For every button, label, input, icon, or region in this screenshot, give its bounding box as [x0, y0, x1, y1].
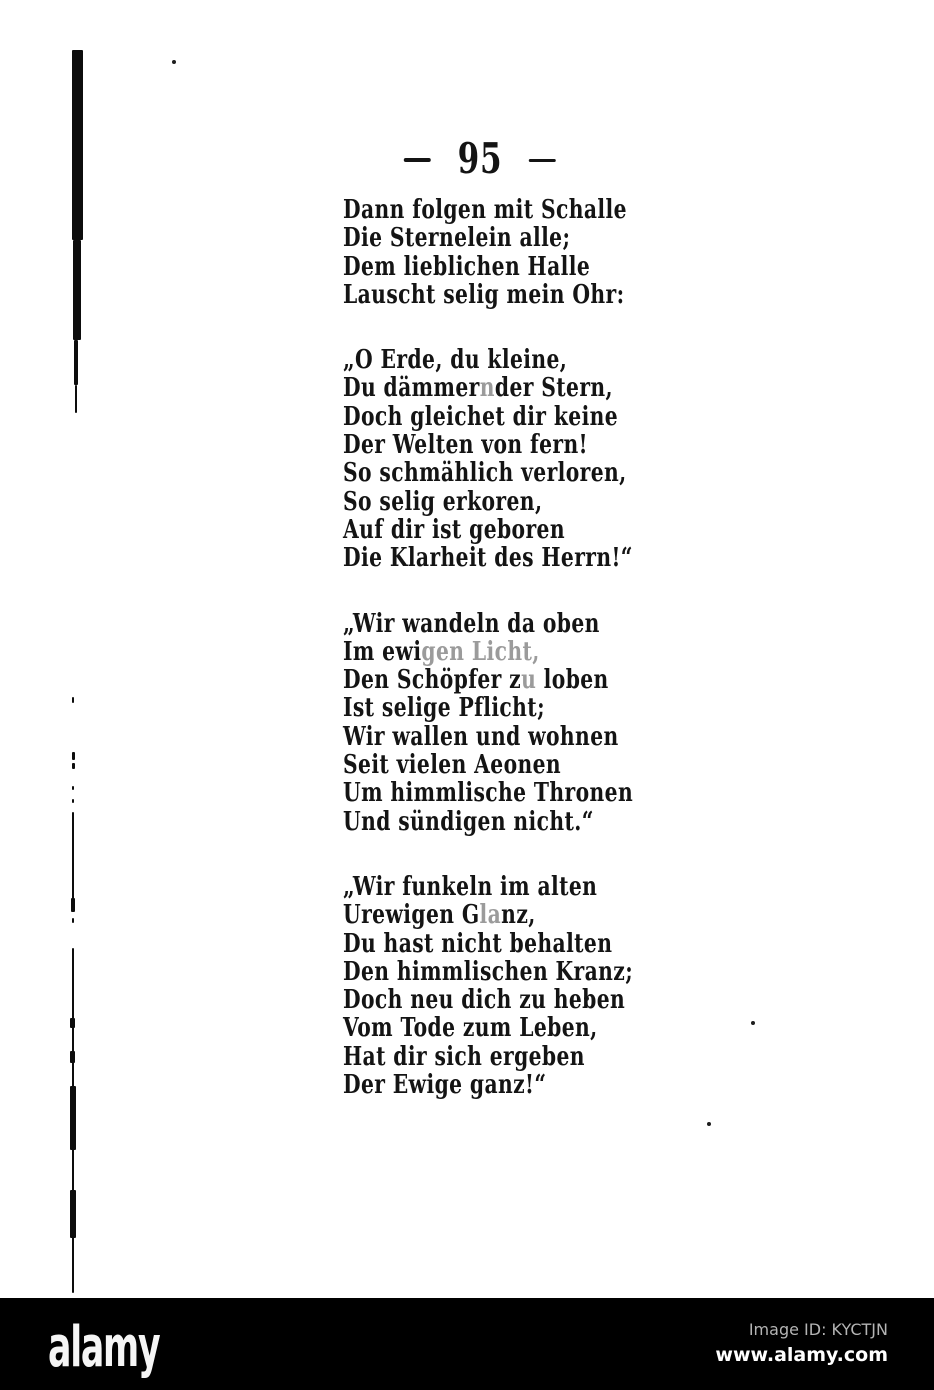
faded-print-segment: n [479, 373, 495, 404]
print-segment: nz, [501, 900, 536, 931]
print-segment: „O Erde, du kleine, [343, 345, 568, 376]
print-segment: Der Welten von fern! [343, 430, 588, 461]
poem-line [343, 901, 633, 929]
print-segment: Auf dir ist geboren [343, 514, 565, 545]
print-segment: Um himmlische Thronen [343, 778, 634, 809]
poem-line [343, 403, 633, 431]
print-segment: Doch gleichet dir keine [343, 401, 619, 432]
gutter-segment [72, 752, 75, 760]
poem-line [343, 374, 633, 402]
gutter-segment [72, 918, 74, 923]
scan-speck [707, 1122, 711, 1126]
poem-line [343, 459, 633, 487]
poem-stanza [343, 346, 633, 572]
poem-line [343, 1043, 633, 1071]
print-segment: Den himmlischen Kranz; [343, 956, 634, 987]
scan-speck [172, 60, 176, 64]
gutter-segment [70, 1190, 76, 1238]
gutter-segment [71, 898, 75, 912]
alamy-url-text: www.alamy.com [715, 1344, 888, 1366]
scan-speck [751, 1021, 755, 1025]
poem-line [343, 723, 633, 751]
poem-stanza [343, 873, 633, 1099]
alamy-logo: alamy [48, 1315, 160, 1380]
print-segment: Der Ewige ganz!“ [343, 1070, 547, 1101]
print-segment: loben [536, 665, 609, 696]
print-segment: der Stern, [494, 373, 614, 404]
print-segment: Vom Tode zum Leben, [343, 1013, 598, 1044]
poem-line [343, 431, 633, 459]
print-segment: Seit vielen Aeonen [343, 750, 562, 781]
print-segment: Doch neu dich zu heben [343, 985, 626, 1016]
gutter-segment [73, 240, 81, 340]
poem-line [343, 196, 633, 224]
gutter-segment [70, 1051, 75, 1063]
print-segment: Die Klarheit des Herrn!“ [343, 543, 633, 574]
poem-line [343, 610, 633, 638]
print-segment: Dann folgen mit Schalle [343, 195, 627, 225]
print-segment: So schmählich verloren, [343, 458, 627, 489]
page-header [404, 134, 556, 183]
gutter-segment [74, 340, 78, 385]
gutter-segment [70, 1086, 76, 1150]
poem-line [343, 346, 633, 374]
gutter-segment [72, 50, 83, 240]
page-number-dash-left [404, 158, 431, 162]
poem-line [343, 751, 633, 779]
gutter-segment [72, 799, 74, 803]
print-segment: So selig erkoren, [343, 486, 543, 517]
poem-stanza [343, 610, 633, 836]
print-segment: Im ewi [343, 636, 422, 667]
poem-text [343, 196, 633, 1099]
poem-line [343, 516, 633, 544]
gutter-segment [70, 1018, 75, 1028]
print-segment: Urewigen G [343, 900, 480, 931]
poem-line [343, 666, 633, 694]
poem-line [343, 958, 633, 986]
print-segment: Hat dir sich ergeben [343, 1041, 585, 1072]
poem-line [343, 544, 633, 572]
gutter-segment [75, 385, 77, 413]
print-segment: Den Schöpfer z [343, 665, 522, 696]
print-segment: „Wir funkeln im alten [343, 871, 598, 902]
print-segment: Die Sternelein alle; [343, 223, 571, 254]
poem-line [343, 281, 633, 309]
poem-line [343, 694, 633, 722]
page-number: 95 [457, 134, 503, 183]
faded-print-segment: gen Licht, [421, 636, 540, 667]
image-id-text: Image ID: KYCTJN [748, 1320, 888, 1339]
gutter-segment [72, 697, 74, 703]
poem-line [343, 930, 633, 958]
gutter-segment [72, 763, 75, 769]
poem-line [343, 1014, 633, 1042]
poem-line [343, 986, 633, 1014]
gutter-segment [72, 786, 74, 790]
print-segment: Dem lieblichen Halle [343, 251, 591, 282]
print-segment: Lauscht selig mein Ohr: [343, 279, 625, 310]
poem-line [343, 808, 633, 836]
faded-print-segment: la [479, 900, 502, 931]
poem-stanza [343, 196, 633, 309]
print-segment: Und sündigen nicht.“ [343, 806, 594, 837]
poem-line [343, 253, 633, 281]
faded-print-segment: u [521, 665, 537, 696]
page-number-dash-right [529, 159, 556, 162]
poem-line [343, 1071, 633, 1099]
poem-line [343, 224, 633, 252]
poem-line [343, 638, 633, 666]
poem-line [343, 873, 633, 901]
poem-line [343, 488, 633, 516]
watermark-bar [0, 1298, 934, 1390]
print-segment: „Wir wandeln da oben [343, 608, 600, 639]
print-segment: Du hast nicht behalten [343, 928, 613, 959]
watermark-info [715, 1320, 888, 1367]
print-segment: Ist selige Pflicht; [343, 693, 545, 724]
poem-line [343, 779, 633, 807]
gutter-segment [72, 812, 74, 908]
print-segment: Wir wallen und wohnen [343, 721, 619, 752]
print-segment: Du dämmer [343, 373, 480, 404]
